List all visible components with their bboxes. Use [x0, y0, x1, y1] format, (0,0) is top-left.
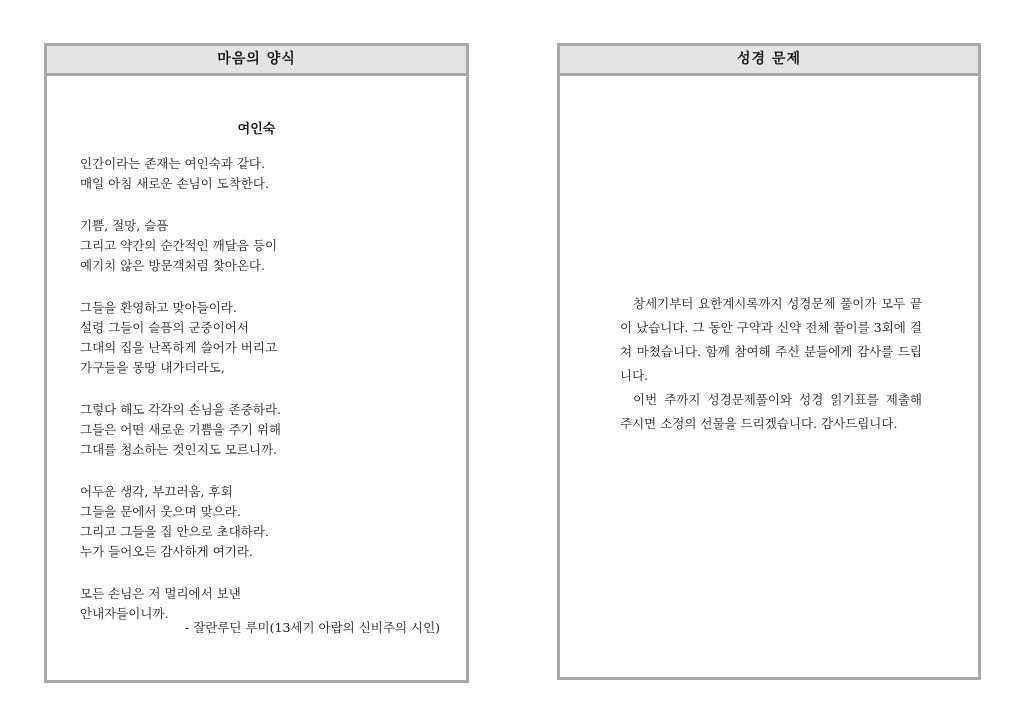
- poem-line: 어두운 생각, 부끄러움, 후회: [80, 484, 233, 499]
- spiritual-food-panel: [44, 43, 469, 683]
- notice-paragraph: 창세기부터 요한계시록까지 성경문제 풀이가 모두 끝이 났습니다. 그 동안 구약과 신약 전체 풀이를 3회에 걸쳐 마쳤습니다. 함께 참여해 주신 분들에게 감사를 드립니다.: [620, 296, 922, 383]
- poem-line: 그리고 그들을 집 안으로 초대하라.: [80, 524, 269, 539]
- poem-stanza: [80, 298, 450, 378]
- poem-line: 그들을 환영하고 맞아들이라.: [80, 300, 237, 315]
- poem-line: 인간이라는 존재는 여인숙과 같다.: [80, 156, 265, 171]
- poem-line: 그리고 약간의 순간적인 깨달음 등이: [80, 238, 278, 253]
- panel-header-spiritual-food: 마음의 양식: [47, 46, 466, 76]
- poem-stanza: [80, 154, 450, 194]
- poem-stanza: [80, 400, 450, 460]
- poem-stanza: [80, 482, 450, 562]
- poem-body: [80, 154, 450, 624]
- bible-quiz-notice: [620, 292, 922, 436]
- poem-title: 여인숙: [237, 122, 276, 137]
- poem-stanza: [80, 216, 450, 276]
- poem-line: 기쁨, 절망, 슬픔: [80, 218, 169, 233]
- poem-line: 가구들을 몽땅 내가더라도,: [80, 360, 225, 375]
- poem-line: 안내자들이니까.: [80, 606, 169, 621]
- panel-header-bible-quiz: 성경 문제: [560, 46, 978, 76]
- poem-line: 설령 그들이 슬픔의 군중이어서: [80, 320, 249, 335]
- poem-line: 누가 들어오든 감사하게 여기라.: [80, 544, 253, 559]
- notice-paragraph: 이번 주까지 성경문제풀이와 성경 읽기표를 제출해 주시면 소정의 선물을 드리겠습니다. 감사드립니다.: [620, 392, 922, 431]
- poem-line: 그대의 집을 난폭하게 쓸어가 버리고: [80, 340, 278, 355]
- bible-quiz-panel: [557, 43, 981, 680]
- poem-line: 그렇다 해도 각각의 손님을 존중하라.: [80, 402, 281, 417]
- poem-attribution: - 잘란루딘 루미(13세기 아랍의 신비주의 시인): [185, 620, 441, 635]
- poem-line: 모든 손님은 저 멀리에서 보낸: [80, 586, 241, 601]
- poem-line: 그들은 어떤 새로운 기쁨을 주기 위해: [80, 422, 281, 437]
- poem-line: 그들을 문에서 웃으며 맞으라.: [80, 504, 241, 519]
- poem-line: 예기치 않은 방문객처럼 찾아온다.: [80, 258, 265, 273]
- poem-line: 그대를 청소하는 것인지도 모르니까.: [80, 442, 278, 457]
- poem-line: 매일 아침 새로운 손님이 도착한다.: [80, 176, 269, 191]
